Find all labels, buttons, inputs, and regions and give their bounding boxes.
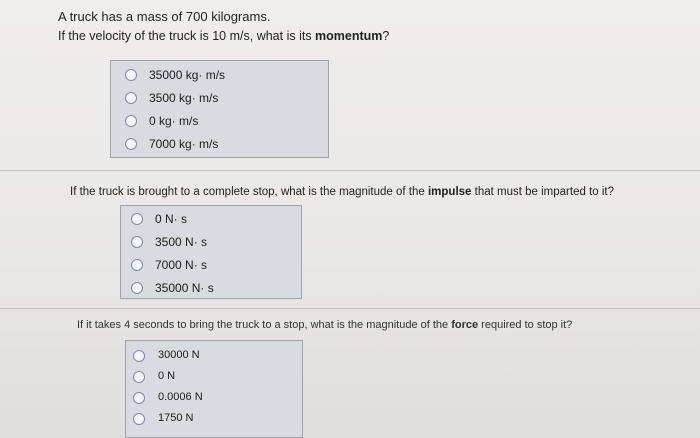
- question-impulse: [70, 186, 614, 198]
- q1-keyword: momentum: [315, 29, 383, 43]
- q3-option-b[interactable]: [126, 367, 302, 387]
- q3-suffix: required to stop it?: [478, 319, 573, 331]
- question-force: [77, 319, 572, 331]
- q3-option-c[interactable]: [126, 388, 302, 408]
- divider: [0, 308, 700, 309]
- option-label: 0 N: [158, 370, 176, 382]
- option-label: 0 N· s: [155, 212, 188, 226]
- divider: [0, 170, 700, 171]
- q2-options: [120, 205, 302, 299]
- q2-option-d[interactable]: [121, 278, 301, 298]
- q2-text: If the truck is brought to a complete stop, what is the magnitude of the: [70, 186, 428, 198]
- question-momentum: [58, 28, 389, 45]
- q3-text: If it takes 4 seconds to bring the truck to a stop, what is the magnitude of the: [77, 319, 452, 331]
- option-label: 3500 kg· m/s: [149, 91, 219, 105]
- radio-button[interactable]: [131, 213, 143, 225]
- radio-button[interactable]: [125, 69, 137, 81]
- radio-button[interactable]: [131, 282, 143, 294]
- q3-option-a[interactable]: [126, 346, 302, 366]
- q1-text: If the velocity of the truck is 10 m/s, what is its: [58, 29, 316, 43]
- option-label: 7000 kg· m/s: [149, 137, 219, 151]
- intro-line-mass: A truck has a mass of 700 kilograms.: [58, 9, 271, 24]
- q1-options: [110, 60, 329, 158]
- radio-button[interactable]: [133, 413, 145, 425]
- radio-button[interactable]: [125, 92, 137, 104]
- option-label: 30000 N: [158, 349, 200, 361]
- q2-option-b[interactable]: [121, 232, 301, 252]
- q2-option-c[interactable]: [121, 255, 301, 275]
- option-label: 0 kg· m/s: [149, 114, 199, 128]
- radio-button[interactable]: [133, 371, 145, 383]
- q2-keyword: impulse: [427, 186, 472, 198]
- q1-option-b[interactable]: [111, 88, 328, 108]
- q1-option-a[interactable]: [111, 65, 328, 85]
- radio-button[interactable]: [125, 138, 137, 150]
- question-intro: [58, 8, 389, 45]
- option-label: 35000 kg· m/s: [149, 68, 226, 82]
- radio-button[interactable]: [133, 350, 145, 362]
- radio-button[interactable]: [131, 236, 143, 248]
- radio-button[interactable]: [131, 259, 143, 271]
- option-label: 1750 N: [158, 412, 194, 424]
- q1-option-d[interactable]: [111, 134, 328, 154]
- q3-keyword: force: [451, 319, 479, 331]
- q1-option-c[interactable]: [111, 111, 328, 131]
- q2-suffix: that must be imparted to it?: [471, 186, 614, 198]
- q1-suffix: ?: [382, 29, 390, 43]
- radio-button[interactable]: [133, 392, 145, 404]
- q2-option-a[interactable]: [121, 209, 301, 229]
- option-label: 35000 N· s: [155, 281, 214, 295]
- q3-options: [125, 340, 303, 438]
- option-label: 3500 N· s: [155, 235, 208, 249]
- radio-button[interactable]: [125, 115, 137, 127]
- q3-option-d[interactable]: [126, 409, 302, 429]
- option-label: 7000 N· s: [155, 258, 208, 272]
- option-label: 0.0006 N: [158, 391, 203, 403]
